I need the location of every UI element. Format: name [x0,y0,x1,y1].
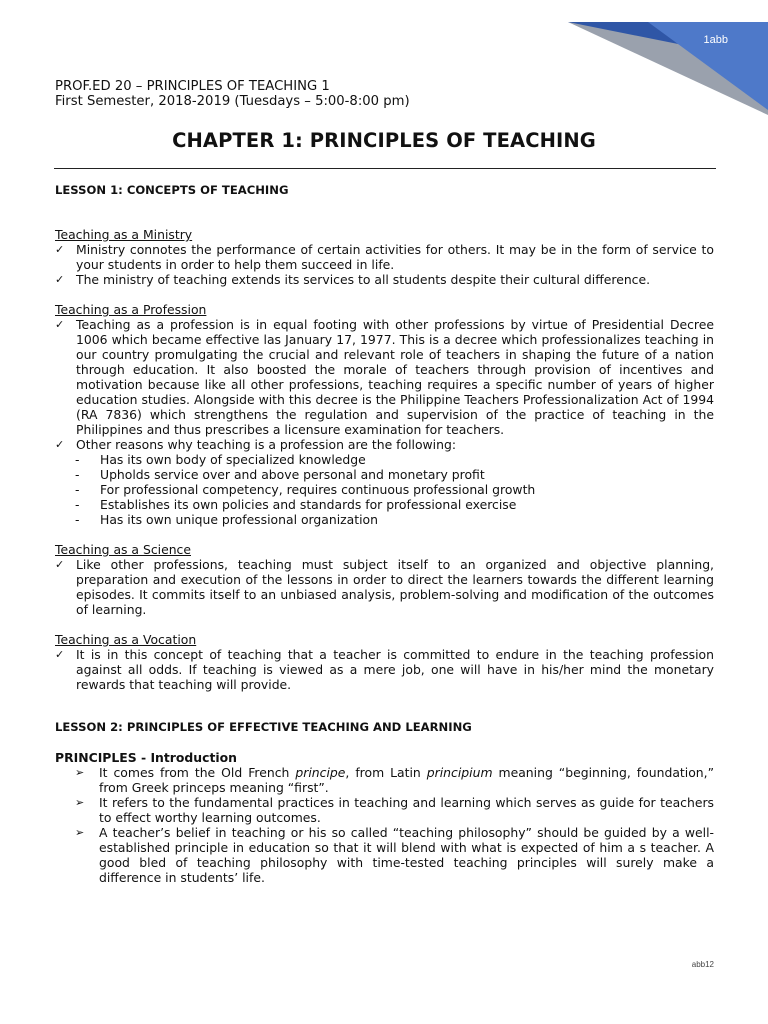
list-item: ✓ Like other professions, teaching must subject itself to an organized and objective planning, preparation and execution of the lessons in order to direct the learners towards the different learning episodes. It commits itself to an unbiased analysis, problem-solving and modification of the outcomes of learning. [55,557,714,617]
arrow-bullet-icon: ➢ [75,796,85,809]
chapter-title: CHAPTER 1: PRINCIPLES OF TEACHING [172,129,596,152]
lesson1-title: LESSON 1: CONCEPTS OF TEACHING [55,183,289,197]
reason-item: - Establishes its own policies and standards for professional exercise [75,497,517,512]
reason-item: - For professional competency, requires continuous professional growth [75,482,536,497]
list-item: ✓ Other reasons why teaching is a profession are the following: [55,437,457,452]
list-item: ✓ The ministry of teaching extends its services to all students despite their cultural difference. [55,272,651,287]
heading-ministry: Teaching as a Ministry [55,227,193,242]
list-item: ✓ Ministry connotes the performance of certain activities for others. It may be in the form of service to your students in order to help them succeed in life. [55,242,714,272]
checkmark-icon: ✓ [55,558,65,571]
list-item: ➢ A teacher’s belief in teaching or his so called “teaching philosophy” should be guided by a well-established principle in education so that it will blend with what is expected of him a s teacher. A good bled of teaching philosophy with time-tested teaching principles will surely make a difference in students’ life. [75,825,714,885]
list-item: ➢ It refers to the fundamental practices in teaching and learning which serves as guide for teachers to effect worthy learning outcomes. [75,795,714,825]
checkmark-icon: ✓ [55,318,65,331]
corner-page-tag: 1abb [703,34,728,46]
list-item: ➢ It comes from the Old French principe, from Latin principium meaning “beginning, foundation,” from Greek princeps meaning “first”. [75,765,715,795]
checkmark-icon: ✓ [55,438,65,451]
arrow-bullet-icon: ➢ [75,826,85,839]
heading-science: Teaching as a Science [55,542,191,557]
heading-vocation: Teaching as a Vocation [55,632,197,647]
corner-banner [568,0,768,115]
checkmark-icon: ✓ [55,243,65,256]
document-body [55,183,714,885]
lesson2-title: LESSON 2: PRINCIPLES OF EFFECTIVE TEACHING AND LEARNING [55,720,472,734]
arrow-bullet-icon: ➢ [75,766,85,779]
list-item: ✓ Teaching as a profession is in equal footing with other professions by virtue of Presidential Decree 1006 which became effective las January 17, 1977. This is a decree which professionalizes teaching in our country promulgating the crucial and relevant role of teachers in shaping the future of a nation through education. It also boosted the morale of teachers through provision of incentives and motivation because like all other professions, teaching requires a specific number of years of higher education studies. Alongside with this decree is the Philippine Teachers Professionalization Act of 1994 (RA 7836) which strengthens the regulation and supervision of the practice of teaching in the Philippines and thus prescribes a licensure examination for teachers. [55,317,714,437]
title-divider [54,168,716,169]
course-title: PROF.ED 20 – PRINCIPLES OF TEACHING 1 [55,79,330,94]
course-schedule: First Semester, 2018-2019 (Tuesdays – 5:00-8:00 pm) [55,94,410,109]
reason-item: - Upholds service over and above personal and monetary profit [75,467,485,482]
reason-item: - Has its own body of specialized knowledge [75,452,366,467]
course-header [55,79,410,109]
heading-profession: Teaching as a Profession [55,302,207,317]
heading-principles: PRINCIPLES - Introduction [55,750,237,765]
page-footer: abb12 [691,960,714,969]
list-item: ✓ It is in this concept of teaching that a teacher is committed to endure in the teaching profession against all odds. If teaching is viewed as a mere job, one will have in his/her mind the monetary rewards that teaching will provide. [55,647,714,692]
reason-item: - Has its own unique professional organization [75,512,378,527]
checkmark-icon: ✓ [55,273,65,286]
checkmark-icon: ✓ [55,648,65,661]
